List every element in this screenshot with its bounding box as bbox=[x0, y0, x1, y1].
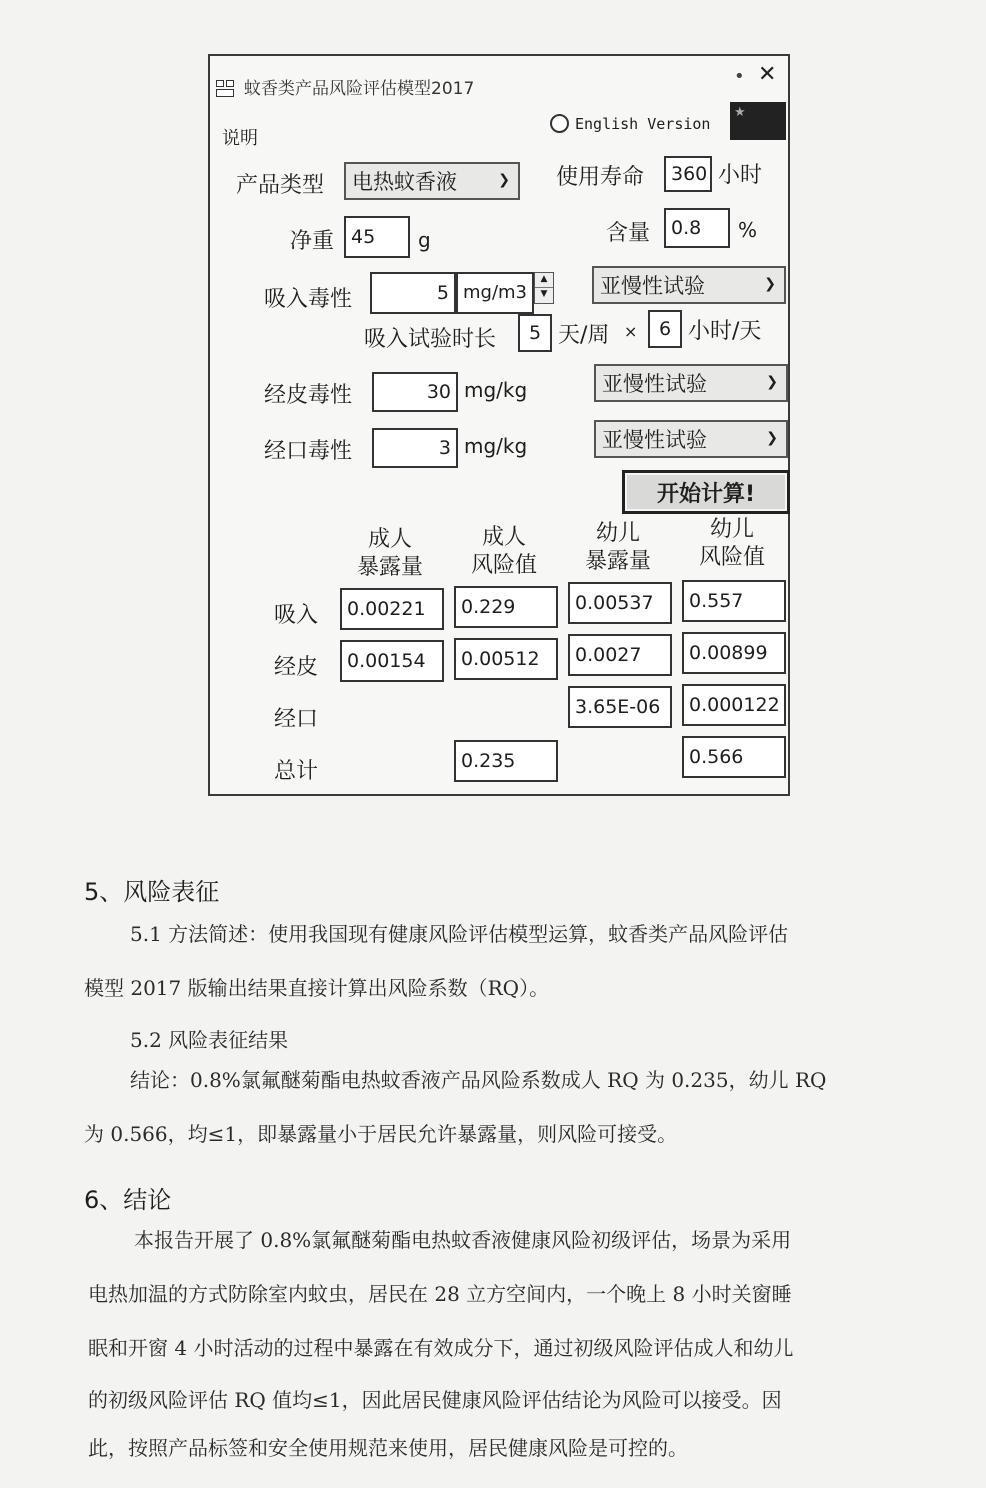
content-unit: % bbox=[738, 218, 758, 242]
radio-icon[interactable] bbox=[550, 114, 569, 133]
content-input[interactable]: 0.8 bbox=[664, 208, 730, 248]
product-type-label: 产品类型 bbox=[236, 173, 325, 198]
hours-unit: 小时/天 bbox=[688, 319, 762, 344]
close-icon[interactable]: ✕ bbox=[758, 62, 777, 87]
column-header-child-exposure bbox=[566, 520, 670, 576]
result-cell: 0.0027 bbox=[568, 634, 672, 676]
row-label-inhalation: 吸入 bbox=[274, 603, 319, 628]
paragraph-line: 结论：0.8%氯氟醚菊酯电热蚊香液产品风险系数成人 RQ 为 0.235，幼儿 RQ bbox=[130, 1068, 827, 1092]
net-weight-input[interactable]: 45 bbox=[344, 216, 410, 258]
dermal-tox-unit: mg/kg bbox=[464, 378, 528, 402]
inhalation-duration-label: 吸入试验时长 bbox=[364, 327, 497, 352]
start-calc-button[interactable]: 开始计算! bbox=[622, 470, 790, 514]
paragraph-line: 电热加温的方式防除室内蚊虫，居民在 28 立方空间内，一个晚上 8 小时关窗睡 bbox=[88, 1282, 792, 1306]
result-cell: 0.229 bbox=[454, 586, 558, 628]
paragraph-line: 此，按照产品标签和安全使用规范来使用，居民健康风险是可控的。 bbox=[88, 1436, 688, 1460]
net-weight-unit: g bbox=[418, 228, 431, 252]
english-version-label: English Version bbox=[575, 114, 711, 133]
lifetime-input[interactable]: 360 bbox=[664, 156, 712, 192]
dermal-test-select[interactable] bbox=[594, 364, 788, 402]
result-cell: 0.235 bbox=[454, 740, 558, 782]
result-cell: 0.566 bbox=[682, 736, 786, 778]
result-cell: 0.00537 bbox=[568, 582, 672, 624]
inhalation-test-select[interactable] bbox=[592, 266, 786, 304]
inhalation-tox-label: 吸入毒性 bbox=[264, 287, 353, 312]
times-sign: × bbox=[624, 322, 638, 341]
column-header-line: 成人 bbox=[367, 527, 412, 552]
product-type-select[interactable] bbox=[344, 162, 520, 200]
hours-input[interactable]: 6 bbox=[648, 310, 682, 348]
column-header-line: 幼儿 bbox=[595, 521, 640, 546]
row-label-dermal: 经皮 bbox=[274, 655, 319, 680]
row-label-oral: 经口 bbox=[274, 707, 319, 732]
column-header-line: 成人 bbox=[481, 525, 526, 550]
paragraph-line: 5.1 方法简述：使用我国现有健康风险评估模型运算，蚊香类产品风险评估 bbox=[130, 922, 789, 946]
net-weight-label: 净重 bbox=[290, 229, 335, 254]
spin-up-icon[interactable]: ▲ bbox=[535, 273, 553, 288]
column-header-line: 暴露量 bbox=[356, 555, 423, 580]
column-header-adult-exposure bbox=[338, 526, 442, 582]
result-cell: 0.00899 bbox=[682, 632, 786, 674]
dermal-tox-input[interactable]: 30 bbox=[372, 372, 458, 412]
paragraph-line: 的初级风险评估 RQ 值均≤1，因此居民健康风险评估结论为风险可以接受。因 bbox=[88, 1388, 782, 1412]
spin-down-icon[interactable]: ▼ bbox=[540, 289, 548, 299]
oral-test-value: 亚慢性试验 bbox=[602, 428, 707, 452]
column-header-line: 风险值 bbox=[470, 553, 537, 578]
dermal-test-value: 亚慢性试验 bbox=[602, 372, 707, 396]
dermal-tox-label: 经皮毒性 bbox=[264, 383, 353, 408]
result-cell: 0.557 bbox=[682, 580, 786, 622]
lifetime-label: 使用寿命 bbox=[556, 165, 645, 190]
result-cell: 0.00154 bbox=[340, 640, 444, 682]
paragraph-line: 为 0.566，均≤1，即暴露量小于居民允许暴露量，则风险可接受。 bbox=[84, 1122, 678, 1146]
oral-tox-unit: mg/kg bbox=[464, 434, 528, 458]
inhalation-tox-input[interactable]: 5 bbox=[370, 272, 456, 314]
lifetime-unit: 小时 bbox=[718, 163, 763, 188]
chevron-down-icon: ❯ bbox=[498, 172, 510, 189]
content-label: 含量 bbox=[606, 221, 651, 246]
subsection-5-2-heading: 5.2 风险表征结果 bbox=[130, 1028, 289, 1052]
result-cell: 0.000122 bbox=[682, 684, 786, 726]
column-header-child-risk bbox=[680, 516, 784, 572]
inhalation-test-value: 亚慢性试验 bbox=[600, 274, 705, 298]
risk-model-window bbox=[208, 54, 790, 796]
chevron-down-icon: ❯ bbox=[764, 276, 776, 293]
oral-test-select[interactable] bbox=[594, 420, 788, 458]
app-icon bbox=[216, 80, 236, 98]
inhalation-tox-unit: mg/m3 bbox=[456, 272, 534, 314]
paragraph-line: 模型 2017 版输出结果直接计算出风险系数（RQ）。 bbox=[84, 976, 550, 1000]
chevron-down-icon: ❯ bbox=[766, 430, 778, 447]
column-header-adult-risk bbox=[452, 524, 556, 580]
product-type-value: 电热蚊香液 bbox=[352, 170, 457, 194]
paragraph-line: 本报告开展了 0.8%氯氟醚菊酯电热蚊香液健康风险初级评估，场景为采用 bbox=[134, 1228, 792, 1252]
paragraph-line: 眠和开窗 4 小时活动的过程中暴露在有效成分下，通过初级风险评估成人和幼儿 bbox=[88, 1336, 794, 1360]
help-menu[interactable]: 说明 bbox=[222, 128, 258, 149]
row-label-total: 总计 bbox=[274, 759, 319, 784]
days-unit: 天/周 bbox=[558, 323, 610, 348]
oral-tox-label: 经口毒性 bbox=[264, 439, 353, 464]
column-header-line: 风险值 bbox=[698, 545, 765, 570]
window-title: 蚊香类产品风险评估模型2017 bbox=[244, 79, 475, 99]
chevron-down-icon: ❯ bbox=[766, 374, 778, 391]
column-header-line: 暴露量 bbox=[584, 549, 651, 574]
english-version-option[interactable] bbox=[550, 114, 710, 133]
china-flag-icon[interactable]: ★ bbox=[730, 102, 786, 140]
inhalation-spinner[interactable] bbox=[534, 272, 554, 304]
result-cell: 0.00512 bbox=[454, 638, 558, 680]
result-cell: 3.65E-06 bbox=[568, 686, 672, 728]
column-header-line: 幼儿 bbox=[709, 517, 754, 542]
section-5-heading: 5、风险表征 bbox=[84, 878, 220, 906]
result-cell: 0.00221 bbox=[340, 588, 444, 630]
section-6-heading: 6、结论 bbox=[84, 1186, 172, 1214]
oral-tox-input[interactable]: 3 bbox=[372, 428, 458, 468]
days-input[interactable]: 5 bbox=[518, 314, 552, 352]
minimize-icon[interactable]: • bbox=[734, 66, 745, 87]
